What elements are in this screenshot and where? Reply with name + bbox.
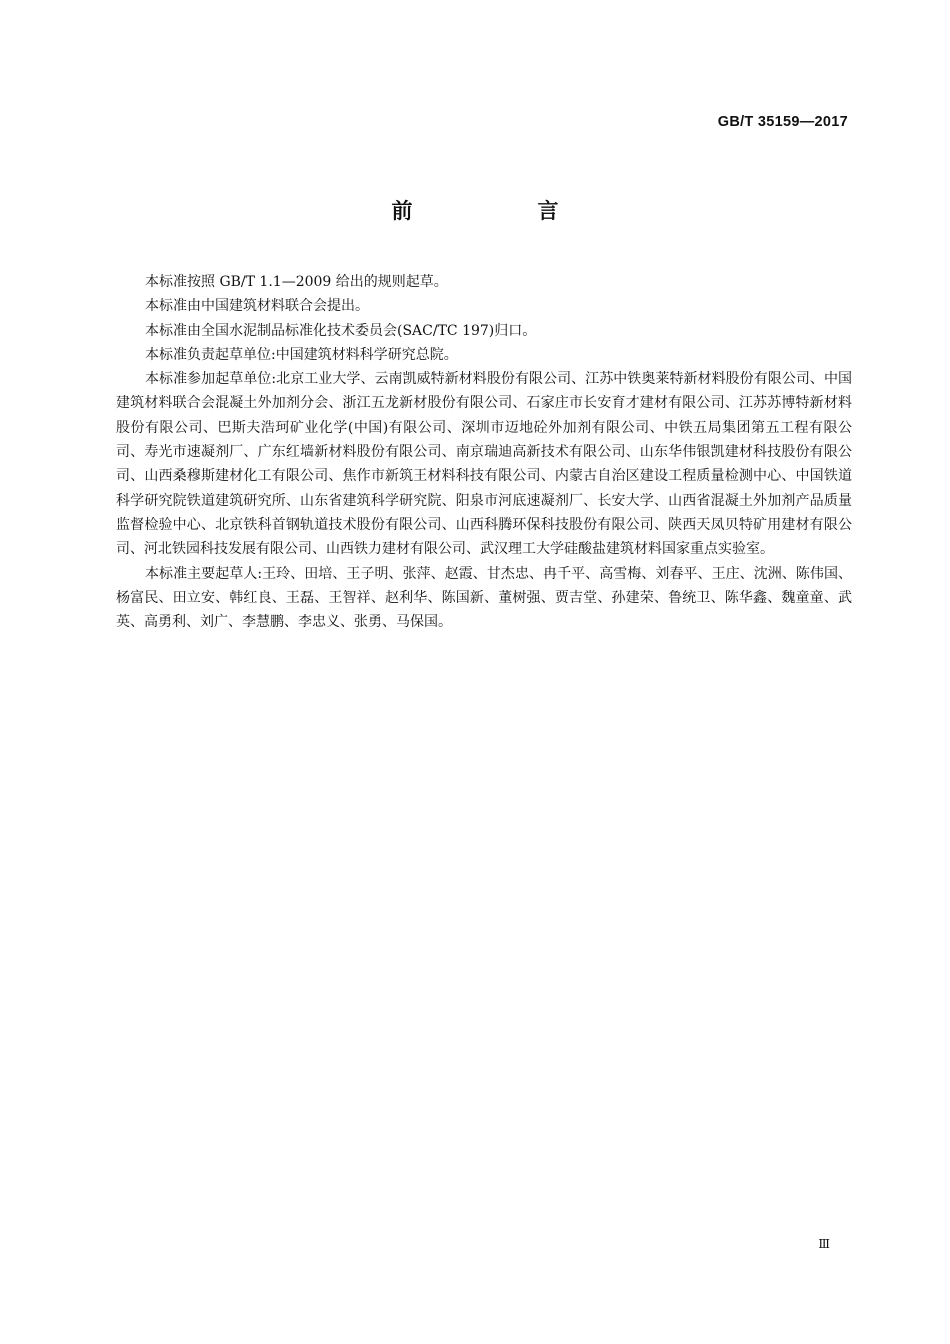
paragraph-proposer: 本标准由中国建筑材料联合会提出。 [145, 298, 369, 315]
paragraph-technical-committee: 本标准由全国水泥制品标准化技术委员会(SAC/TC 197)归口。 [145, 322, 537, 339]
foreword-body [116, 270, 852, 634]
page-number: Ⅲ [818, 1237, 830, 1251]
paragraph-lead-drafting-unit: 本标准负责起草单位:中国建筑材料科学研究总院。 [145, 346, 458, 363]
paragraph-main-drafters: 本标准主要起草人:王玲、田培、王子明、张萍、赵霞、甘杰忠、冉千平、高雪梅、刘春平、王庄、沈洲、陈伟国、杨富民、田立安、韩红良、王磊、王智祥、赵利华、陈国新、董树强、贾吉堂、孙建荣、鲁统卫、陈华鑫、魏童童、武英、高勇利、刘广、李慧鹏、李忠义、张勇、马保国。 [116, 565, 852, 631]
standard-code: GB/T 35159—2017 [717, 114, 848, 130]
section-title: 前 言 [391, 199, 611, 223]
paragraph-participating-units: 本标准参加起草单位:北京工业大学、云南凯威特新材料股份有限公司、江苏中铁奥莱特新材料股份有限公司、中国建筑材料联合会混凝土外加剂分会、浙江五龙新材股份有限公司、石家庄市长安育才建材有限公司、江苏苏博特新材料股份有限公司、巴斯夫浩珂矿业化学(中国)有限公司、深圳市迈地砼外加剂有限公司、中铁五局集团第五工程有限公司、寿光市速凝剂厂、广东红墙新材料股份有限公司、南京瑞迪高新技术有限公司、山东华伟银凯建材科技股份有限公司、山西桑穆斯建材化工有限公司、焦作市新筑王材料科技有限公司、内蒙古自治区建设工程质量检测中心、中国铁道科学研究院铁道建筑研究所、山东省建筑科学研究院、阳泉市河底速凝剂厂、长安大学、山西省混凝土外加剂产品质量监督检验中心、北京铁科首钢轨道技术股份有限公司、山西科腾环保科技股份有限公司、陕西天凤贝特矿用建材有限公司、河北铁园科技发展有限公司、山西铁力建材有限公司、武汉理工大学硅酸盐建筑材料国家重点实验室。 [116, 371, 852, 558]
paragraph-drafting-rules: 本标准按照 GB/T 1.1—2009 给出的规则起草。 [145, 274, 448, 290]
